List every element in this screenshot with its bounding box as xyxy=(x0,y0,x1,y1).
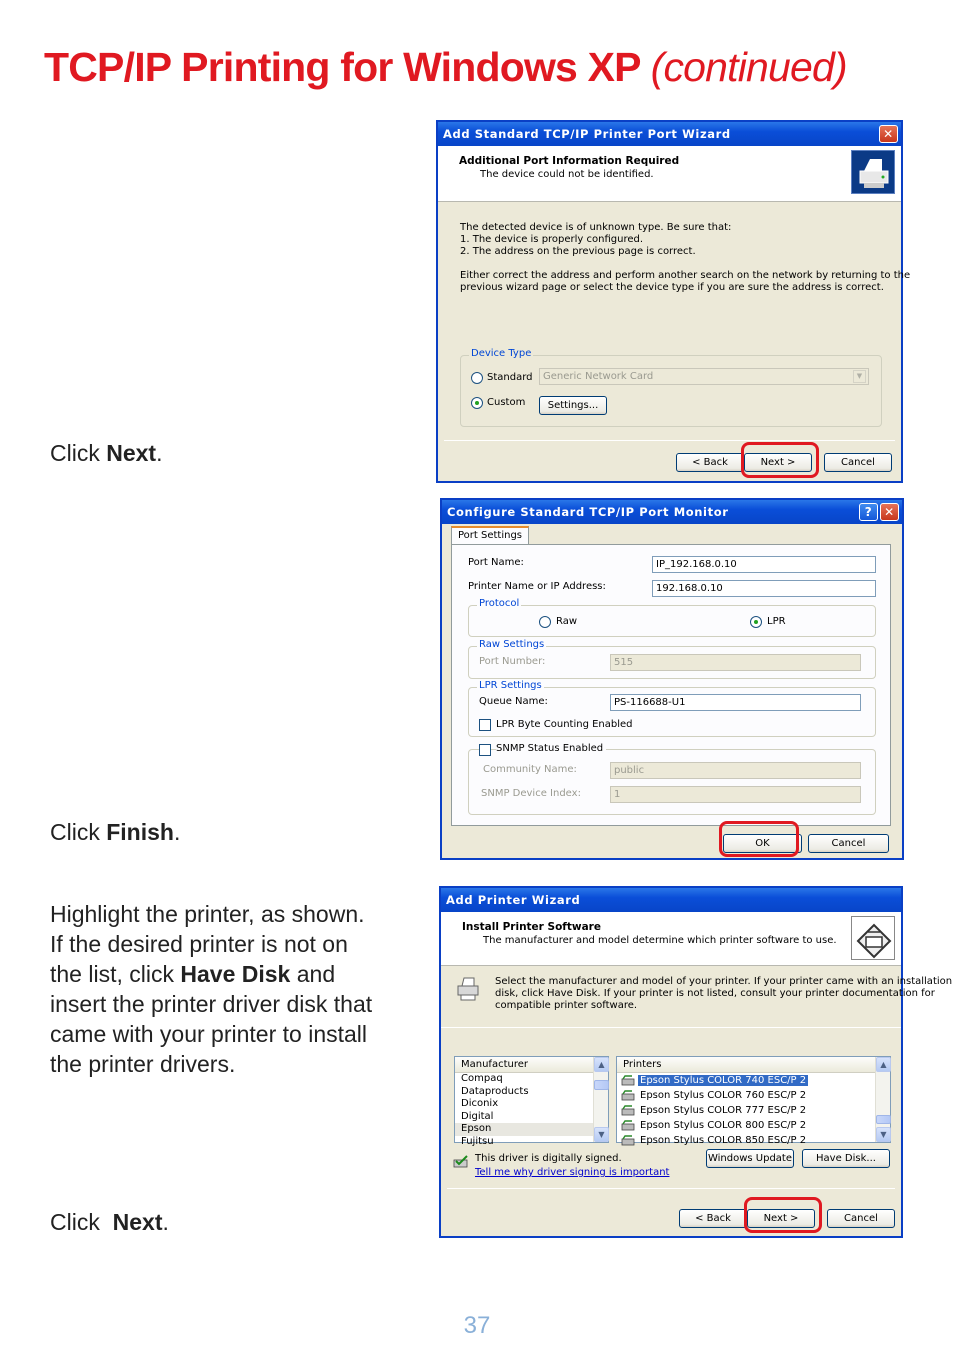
body-text: previous wizard page or select the device type if you are sure the address is correct. xyxy=(460,282,884,293)
signed-text: This driver is digitally signed. xyxy=(475,1153,622,1164)
list-item[interactable] xyxy=(617,1073,890,1088)
page-title-continued: (continued) xyxy=(650,44,847,90)
printer-driver-icon xyxy=(621,1090,635,1101)
protocol-group xyxy=(468,598,876,637)
printer-address-input[interactable]: 192.168.0.10 xyxy=(652,580,876,597)
lpr-radio[interactable] xyxy=(750,616,762,628)
page-title-main: TCP/IP Printing for Windows XP xyxy=(44,44,640,90)
group-label: LPR Settings xyxy=(479,680,542,691)
instruction-step-2 xyxy=(50,817,180,847)
instruction-text: . xyxy=(156,440,163,466)
custom-label: Custom xyxy=(487,397,526,408)
title-bar xyxy=(442,500,902,524)
instruction-text: . xyxy=(173,819,181,845)
header-subtitle: The device could not be identified. xyxy=(480,169,654,180)
list-item[interactable]: Fujitsu xyxy=(461,1135,494,1147)
group-label: Protocol xyxy=(479,598,520,609)
help-icon[interactable]: ? xyxy=(859,503,878,521)
printer-name: Epson Stylus COLOR 760 ESC/P 2 xyxy=(640,1090,807,1101)
signed-driver-icon xyxy=(453,1153,469,1166)
instruction-line: insert the printer driver disk that xyxy=(50,991,373,1017)
instruction-text: Click xyxy=(50,1209,113,1235)
printer-wizard-icon xyxy=(851,150,895,194)
cancel-button[interactable]: Cancel xyxy=(808,834,889,853)
lpr-byte-counting-checkbox[interactable] xyxy=(479,719,491,731)
instruction-text: the list, click xyxy=(50,961,181,987)
list-item[interactable]: Dataproducts xyxy=(461,1085,529,1097)
scroll-down-icon[interactable]: ▼ xyxy=(594,1127,609,1142)
window-title: Configure Standard TCP/IP Port Monitor xyxy=(447,505,729,519)
lpr-byte-counting-label: LPR Byte Counting Enabled xyxy=(496,719,633,730)
wizard-header xyxy=(438,146,901,202)
window-title: Add Standard TCP/IP Printer Port Wizard xyxy=(443,127,731,141)
port-name-label: Port Name: xyxy=(468,557,524,568)
printer-driver-icon xyxy=(621,1105,635,1116)
divider xyxy=(444,440,895,441)
scroll-thumb[interactable] xyxy=(594,1080,609,1090)
close-icon[interactable]: ✕ xyxy=(880,503,899,521)
cancel-button[interactable]: Cancel xyxy=(824,453,892,472)
port-number-input[interactable]: 515 xyxy=(610,654,861,671)
instruction-bold: Have Disk xyxy=(180,961,291,987)
divider xyxy=(447,1188,895,1189)
divider xyxy=(441,1027,901,1028)
body-text: The detected device is of unknown type. Be sure that: xyxy=(460,222,732,233)
list-item[interactable]: Compaq xyxy=(461,1073,503,1084)
snmp-group xyxy=(468,743,876,815)
scroll-up-icon[interactable]: ▲ xyxy=(876,1057,891,1072)
list-item[interactable] xyxy=(617,1103,890,1118)
list-item[interactable]: Digital xyxy=(461,1110,494,1122)
instruction-step-3 xyxy=(50,899,372,1079)
instruction-line: If the desired printer is not on xyxy=(50,931,348,957)
body-text: disk, click Have Disk. If your printer is not listed, consult your printer documentation for xyxy=(495,988,935,999)
instruction-bold: Next xyxy=(106,440,157,466)
port-name-input[interactable]: IP_192.168.0.10 xyxy=(652,556,876,573)
printer-name: Epson Stylus COLOR 800 ESC/P 2 xyxy=(640,1120,807,1131)
port-number-label: Port Number: xyxy=(479,656,546,667)
snmp-status-label: SNMP Status Enabled xyxy=(496,743,606,754)
port-wizard-window xyxy=(436,120,911,483)
community-name-input[interactable]: public xyxy=(610,762,861,779)
ok-button[interactable]: OK xyxy=(723,834,802,853)
scroll-down-icon[interactable]: ▼ xyxy=(876,1127,891,1142)
device-type-group xyxy=(460,348,882,427)
tab-panel xyxy=(451,544,891,826)
chevron-down-icon: ▼ xyxy=(853,370,866,383)
window-title: Add Printer Wizard xyxy=(446,893,581,907)
printers-list[interactable] xyxy=(616,1056,891,1146)
title-bar xyxy=(438,122,901,146)
printer-icon xyxy=(454,975,482,1003)
page-number: 37 xyxy=(463,1312,491,1339)
group-label: Device Type xyxy=(471,348,532,359)
port-monitor-window xyxy=(440,498,904,860)
back-button[interactable]: < Back xyxy=(676,453,744,472)
queue-name-input[interactable]: PS-116688-U1 xyxy=(610,694,861,711)
body-text: Either correct the address and perform another search on the network by returning to the xyxy=(460,270,911,281)
instruction-text: Click xyxy=(50,440,107,466)
printers-scrollbar[interactable] xyxy=(875,1057,890,1142)
driver-signing-link[interactable]: Tell me why driver signing is important xyxy=(475,1167,670,1178)
queue-name-label: Queue Name: xyxy=(479,696,548,707)
body-text: 1. The device is properly configured. xyxy=(460,234,644,245)
printer-driver-icon xyxy=(621,1075,635,1086)
printer-name: Epson Stylus COLOR 850 ESC/P 2 xyxy=(640,1135,807,1146)
printer-name: Epson Stylus COLOR 740 ESC/P 2 xyxy=(640,1075,807,1086)
lpr-label: LPR xyxy=(767,616,786,627)
instruction-line xyxy=(50,959,372,989)
group-label: Raw Settings xyxy=(479,639,545,650)
highlight-circle xyxy=(744,1197,822,1233)
page-title xyxy=(44,44,847,91)
list-item[interactable]: Diconix xyxy=(461,1098,499,1109)
close-icon[interactable]: ✕ xyxy=(879,125,898,143)
standard-radio[interactable] xyxy=(471,372,483,384)
list-item[interactable]: Epson xyxy=(455,1123,608,1136)
instruction-step-4 xyxy=(50,1207,169,1237)
select-value: Generic Network Card xyxy=(543,371,654,382)
windows-update-button[interactable]: Windows Update xyxy=(706,1149,794,1168)
printer-name: Epson Stylus COLOR 777 ESC/P 2 xyxy=(640,1105,807,1116)
printers-header: Printers xyxy=(617,1057,890,1073)
snmp-device-index-label: SNMP Device Index: xyxy=(481,788,581,799)
add-printer-wizard-window xyxy=(439,886,953,1238)
instruction-line: the printer drivers. xyxy=(50,1051,236,1077)
body-text: Select the manufacturer and model of your printer. If your printer came with an installation xyxy=(495,976,953,987)
next-button[interactable]: Next > xyxy=(747,1209,815,1228)
snmp-status-checkbox[interactable] xyxy=(479,744,491,756)
back-button[interactable]: < Back xyxy=(679,1209,747,1228)
tab-port-settings[interactable]: Port Settings xyxy=(451,526,529,545)
instruction-step-1 xyxy=(50,438,162,468)
list-item[interactable] xyxy=(617,1133,890,1148)
title-bar xyxy=(441,888,901,912)
highlight-circle xyxy=(719,821,799,857)
standard-label: Standard xyxy=(487,372,533,383)
printer-name-label: Printer Name or IP Address: xyxy=(468,581,606,592)
body-text: 2. The address on the previous page is correct. xyxy=(460,246,696,257)
instruction-text: and xyxy=(290,961,336,987)
instruction-line: came with your printer to install xyxy=(50,1021,368,1047)
scroll-up-icon[interactable]: ▲ xyxy=(594,1057,609,1072)
header-title: Install Printer Software xyxy=(462,921,601,933)
scroll-thumb[interactable] xyxy=(876,1115,891,1124)
instruction-text: . xyxy=(162,1209,169,1235)
header-title: Additional Port Information Required xyxy=(459,155,680,167)
printer-driver-icon xyxy=(621,1120,635,1131)
lpr-settings-group xyxy=(468,680,876,737)
instruction-text: Click xyxy=(50,819,107,845)
instruction-line: Highlight the printer, as shown. xyxy=(50,901,365,927)
list-item[interactable] xyxy=(617,1118,890,1133)
raw-label: Raw xyxy=(556,616,578,627)
raw-radio[interactable] xyxy=(539,616,551,628)
wizard-header xyxy=(441,912,901,966)
next-button[interactable]: Next > xyxy=(744,453,812,472)
list-item[interactable] xyxy=(617,1088,890,1103)
have-disk-button[interactable]: Have Disk... xyxy=(802,1149,890,1168)
body-text: compatible printer software. xyxy=(495,1000,638,1011)
highlight-circle xyxy=(741,442,819,478)
custom-radio[interactable] xyxy=(471,397,483,409)
instruction-bold: Finish xyxy=(106,819,174,845)
manufacturer-scrollbar[interactable] xyxy=(593,1057,608,1142)
header-subtitle: The manufacturer and model determine which printer software to use. xyxy=(483,935,837,946)
printer-driver-icon xyxy=(621,1135,635,1146)
device-type-select[interactable] xyxy=(539,368,869,385)
manufacturer-header: Manufacturer xyxy=(455,1057,608,1073)
community-name-label: Community Name: xyxy=(483,764,577,775)
printer-disk-icon xyxy=(851,916,895,960)
snmp-device-index-input[interactable]: 1 xyxy=(610,786,861,803)
instruction-bold: Next xyxy=(112,1209,163,1235)
settings-button[interactable]: Settings... xyxy=(539,396,607,415)
raw-settings-group xyxy=(468,639,876,679)
manufacturer-list[interactable] xyxy=(454,1056,609,1147)
cancel-button[interactable]: Cancel xyxy=(827,1209,895,1228)
